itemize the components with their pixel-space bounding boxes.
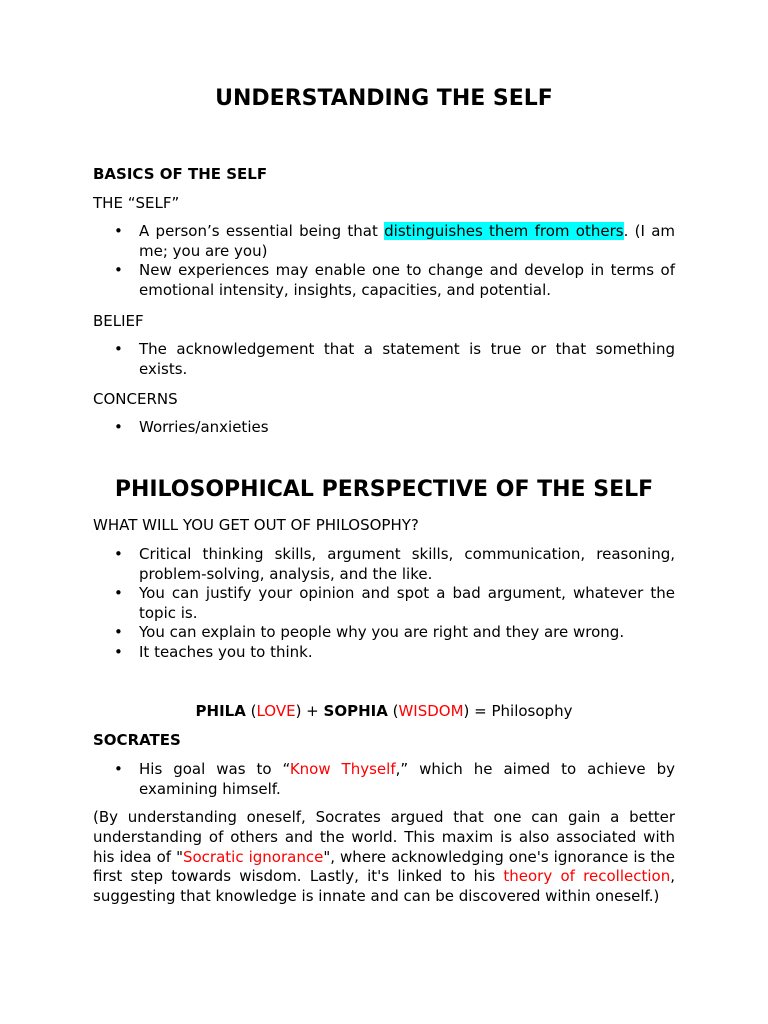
theory-of-recollection-text: theory of recollection: [503, 867, 671, 886]
list-item: • New experiences may enable one to change and develop in terms of emotional intensity, insights, capacities, and potential.: [93, 261, 675, 300]
socrates-heading: SOCRATES: [93, 731, 181, 749]
list-item: • Critical thinking skills, argument skills, communication, reasoning, problem-solving, analysis, and the like.: [93, 545, 675, 584]
philosophy-equation: [93, 701, 675, 721]
list-item: • You can justify your opinion and spot a bad argument, whatever the topic is.: [93, 584, 675, 623]
equation-text: ) = Philosophy: [463, 702, 573, 720]
socratic-ignorance-text: Socratic ignorance: [182, 847, 324, 866]
list-item-text: . (I am me; you are you): [139, 222, 675, 260]
list-item: • The acknowledgement that a statement is true or that something exists.: [93, 340, 675, 379]
phila-term: PHILA: [195, 702, 246, 720]
paragraph-text: (By understanding oneself, Socrates argued that one can gain a better understanding of others and the world. This maxim is also associated with his idea of ": [93, 808, 675, 866]
list-item: [93, 222, 675, 261]
equation-text: ) +: [295, 702, 324, 720]
socrates-paragraph: [93, 808, 675, 907]
equation-text: (: [245, 702, 257, 720]
socrates-list: [93, 760, 675, 799]
basics-heading: BASICS OF THE SELF: [93, 165, 268, 183]
wisdom-term: WISDOM: [398, 702, 464, 720]
list-item: • Worries/anxieties: [93, 418, 675, 438]
belief-list: [93, 340, 675, 379]
document-title: UNDERSTANDING THE SELF: [215, 86, 553, 111]
paragraph-text: ", where acknowledging one's ignorance is the first step towards wisdom. Lastly, it's linked to his: [93, 847, 675, 886]
concerns-label: CONCERNS: [93, 390, 178, 408]
sophia-term: SOPHIA: [323, 702, 388, 720]
list-item: [93, 760, 675, 799]
section-title: PHILOSOPHICAL PERSPECTIVE OF THE SELF: [114, 477, 654, 502]
list-item-text: His goal was to “: [139, 760, 290, 778]
list-item: • You can explain to people why you are right and they are wrong.: [93, 623, 675, 643]
highlighted-text: distinguishes them from others: [384, 222, 624, 240]
paragraph-text: , suggesting that knowledge is innate and can be discovered within oneself.): [93, 867, 675, 906]
equation-text: (: [387, 702, 399, 720]
self-label: THE “SELF”: [93, 194, 180, 212]
list-item: • It teaches you to think.: [93, 643, 675, 663]
concerns-list: [93, 418, 675, 438]
belief-label: BELIEF: [93, 312, 144, 330]
know-thyself-text: Know Thyself: [289, 760, 396, 778]
love-term: LOVE: [256, 702, 296, 720]
list-item-text: ,” which he aimed to achieve by examining himself.: [139, 760, 675, 798]
list-item-text: A person’s essential being that: [139, 222, 385, 240]
philosophy-list: [93, 545, 675, 662]
philosophy-question: WHAT WILL YOU GET OUT OF PHILOSOPHY?: [93, 516, 419, 534]
self-list: [93, 222, 675, 300]
